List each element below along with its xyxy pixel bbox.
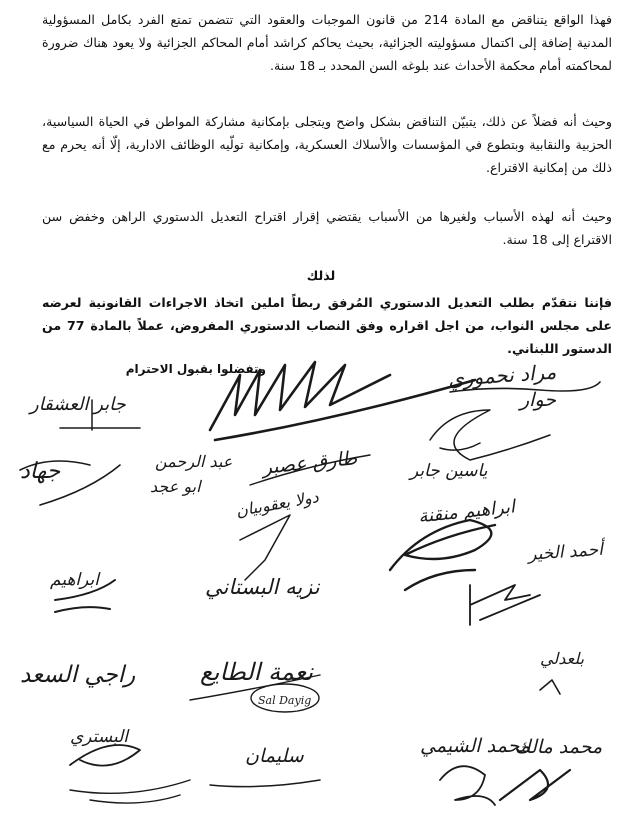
svg-text:نزيه البستاني: نزيه البستاني [205, 575, 320, 599]
svg-text:جابر العشقار: جابر العشقار [30, 394, 126, 415]
signature-13 [205, 575, 321, 600]
svg-text:ابراهيم منقنة: ابراهيم منقنة [417, 496, 516, 528]
svg-text:عبد الرحمن: عبد الرحمن [155, 452, 233, 471]
signature-10 [390, 520, 495, 590]
paragraph-3: وحيث أنه لهذه الأسباب ولغيرها من الأسباب يقتضي إقرار اقتراح التعديل الدستوري الراهن وخفض سن الاقتراع إلى 18 سنة. [42, 209, 612, 247]
svg-text:نعمة الطايع: نعمة الطايع [200, 658, 314, 686]
svg-text:راجي السعد: راجي السعد [20, 662, 136, 688]
svg-text:دولا يعقوبيان: دولا يعقوبيان [234, 487, 320, 521]
signature-scrawl-e [70, 780, 190, 803]
closing-line: وتفضلوا بقبول الاحترام [125, 362, 266, 376]
signature-scrawl-c [240, 515, 290, 580]
signature-1 [447, 359, 600, 392]
svg-text:أحمد الخير: أحمد الخير [527, 539, 604, 565]
signature-7 [408, 461, 488, 481]
signature-scrawl-a [210, 362, 475, 440]
svg-text:محمد مالك: محمد مالك [515, 736, 603, 758]
svg-text:جهاد: جهاد [20, 459, 61, 484]
signature-3 [28, 394, 140, 430]
signature-16 [540, 649, 585, 694]
svg-text:حوار: حوار [520, 389, 557, 411]
paragraph-4: فإننا نتقدّم بطلب التعديل الدستوري المُرفق ربطاً املين اتخاذ الاجراءات القانونية لعرضه على مجلس النواب، من اجل اقراره وفق النصاب الدستوري المفروض، عملاً بالمادة 77 من الدستور اللبناني. [42, 295, 612, 356]
signature-21 [210, 745, 320, 787]
paragraph-2: وحيث أنه فضلاً عن ذلك، يتبيّن التناقض بشكل واضح ويتجلى بإمكانية مشاركة المواطن في الحياة السياسية، الحزبية والنقابية وبتطوع في المؤسسات والأسلاك العسكرية، وإمكانية تولّيه الوظائف الادارية، إلّا أنه يحرم مع ذلك من إمكانية الاقتراع. [42, 114, 612, 175]
signature-8 [234, 487, 320, 520]
signature-5 [150, 452, 233, 496]
heading-therefore: لذلك [306, 268, 336, 283]
signature-scrawl-f [440, 766, 495, 805]
svg-text:Sal Dayig: Sal Dayig [258, 694, 312, 707]
svg-text:ابو عجد: ابو عجد [150, 477, 201, 496]
signature-20 [500, 736, 602, 800]
signature-12 [50, 570, 115, 612]
svg-text:بلعدلي: بلعدلي [540, 649, 585, 668]
svg-text:سليمان: سليمان [245, 745, 304, 767]
svg-text:البستري: البستري [70, 727, 129, 747]
signature-scrawl-b [430, 410, 550, 460]
signature-2 [518, 389, 556, 411]
signature-17 [20, 662, 135, 688]
svg-text:مراد نحموري: مراد نحموري [447, 359, 557, 391]
signature-11 [525, 538, 606, 566]
signature-scrawl-d [470, 585, 540, 625]
svg-text:طارق عصبر: طارق عصبر [261, 447, 359, 479]
signature-15 [251, 684, 319, 712]
signature-6 [20, 459, 120, 505]
signature-19 [420, 735, 530, 757]
signature-9 [417, 496, 517, 527]
signature-18 [70, 727, 140, 766]
svg-text:ياسين جابر: ياسين جابر [410, 461, 488, 481]
svg-text:ابراهيم: ابراهيم [50, 570, 99, 590]
signature-4 [250, 447, 370, 485]
svg-text:محمد الشيمي: محمد الشيمي [420, 735, 531, 757]
paragraph-1: فهذا الواقع يتناقض مع المادة 214 من قانون الموجبات والعقود التي تتضمن تمتع الفرد بكامل المسؤولية المدنية إضافة إلى اكتمال مسؤوليته الجزائية، بحيث يحاكم كراشد أمام المحاكم الجزائية ولا يعود هناك ضرورة لمحاكمته أمام محكمة الأحداث عند بلوغه السن المحدد بـ 18 سنة. [42, 12, 612, 73]
